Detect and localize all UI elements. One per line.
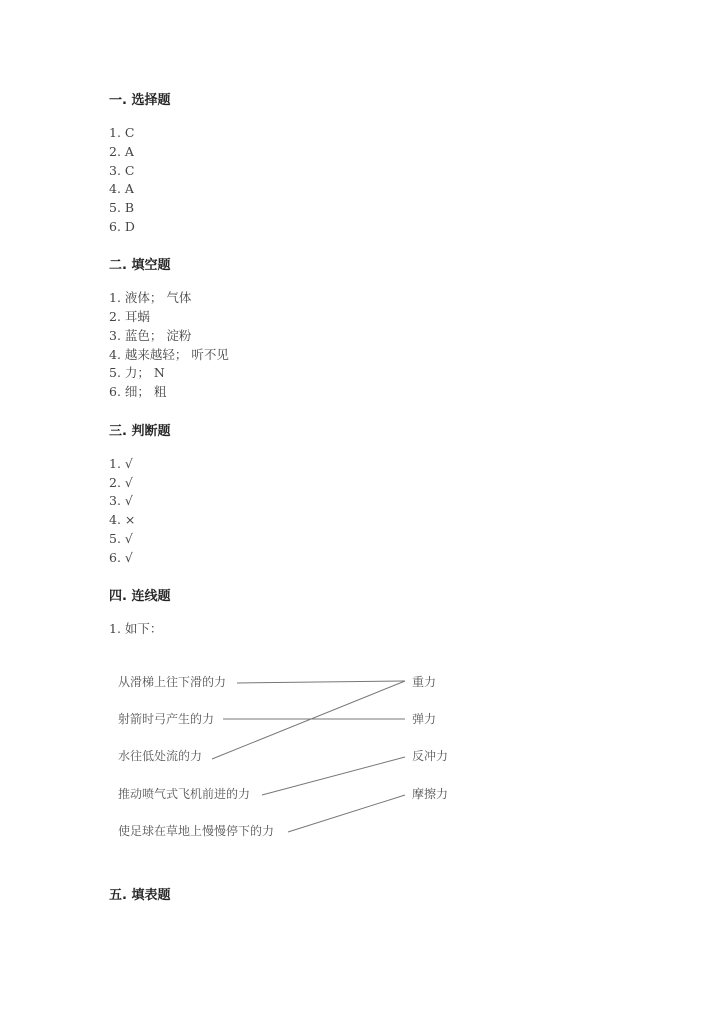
answer-item: 6. √ [109, 550, 133, 565]
answer-item: 1. √ [109, 456, 133, 471]
answer-item: 6. 细； 粗 [109, 384, 167, 399]
match-right-item: 弹力 [412, 712, 437, 726]
answer-item: 2. A [109, 144, 134, 159]
match-right-item: 反冲力 [412, 749, 449, 763]
match-right-item: 摩擦力 [412, 787, 449, 801]
answer-item: 4. × [109, 512, 136, 527]
section-title-fill-blank: 二. 填空题 [109, 258, 171, 273]
connection-line [212, 681, 405, 759]
answer-item: 1. 如下： [109, 621, 163, 636]
answer-item: 5. B [109, 200, 135, 215]
connection-line [288, 795, 405, 832]
answer-item: 4. 越来越轻； 听不见 [109, 347, 229, 362]
answer-item: 5. 力； N [109, 365, 165, 380]
match-left-item: 水往低处流的力 [118, 749, 203, 763]
answer-item: 3. 蓝色； 淀粉 [109, 328, 192, 343]
answer-item: 3. √ [109, 493, 133, 508]
answer-item: 3. C [109, 163, 135, 178]
match-left-item: 使足球在草地上慢慢停下的力 [118, 824, 275, 838]
section-title-fill-table: 五. 填表题 [109, 888, 171, 903]
answer-item: 4. A [109, 181, 134, 196]
match-left-item: 从滑梯上往下滑的力 [118, 675, 227, 689]
connection-line [237, 681, 405, 683]
answer-item: 6. D [109, 219, 135, 234]
section-title-matching: 四. 连线题 [109, 589, 171, 604]
match-right-item: 重力 [412, 675, 437, 689]
answer-item: 1. 液体； 气体 [109, 290, 192, 305]
match-left-item: 射箭时弓产生的力 [118, 712, 215, 726]
answer-item: 1. C [109, 125, 135, 140]
answer-item: 2. 耳蜗 [109, 309, 150, 324]
connection-line [262, 757, 405, 795]
answer-item: 5. √ [109, 531, 133, 546]
section-title-choice: 一. 选择题 [109, 93, 171, 108]
match-left-item: 推动喷气式飞机前进的力 [118, 787, 251, 801]
answer-item: 2. √ [109, 475, 133, 490]
section-title-true-false: 三. 判断题 [109, 424, 171, 439]
